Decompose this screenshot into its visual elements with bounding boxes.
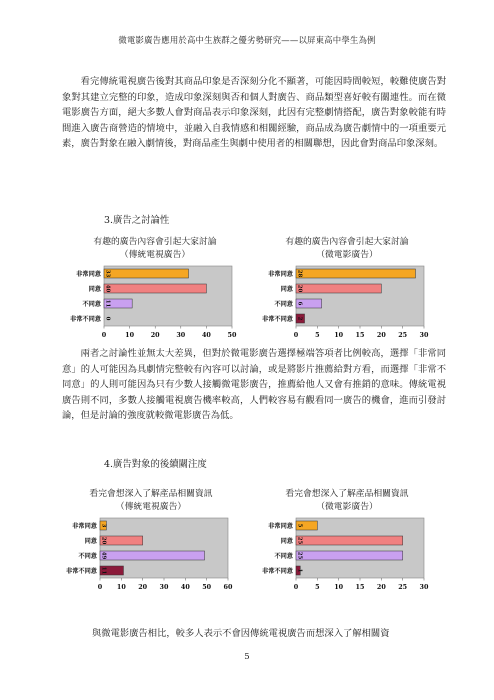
bar bbox=[104, 269, 188, 278]
tick-label: 20 bbox=[138, 583, 148, 591]
bar bbox=[296, 284, 381, 293]
tick-label: 25 bbox=[398, 331, 408, 339]
chart-title-line: 有趣的廣告內容會引起大家討論 bbox=[93, 237, 217, 247]
data-label: 6 bbox=[296, 301, 303, 306]
tick-label: 10 bbox=[116, 583, 126, 591]
chart-subtitle-line: （傳統電視廣告） bbox=[115, 501, 187, 512]
data-label: 5 bbox=[296, 523, 303, 528]
chart-title-line: 看完會想深入了解產品相關資訊 bbox=[285, 489, 409, 499]
tick-label: 0 bbox=[293, 583, 299, 591]
tick-label: 15 bbox=[355, 583, 365, 591]
tick-label: 20 bbox=[376, 331, 386, 339]
category-label: 同意 bbox=[88, 286, 101, 294]
category-label: 非常同意 bbox=[76, 271, 101, 279]
category-label: 非常不同意 bbox=[262, 568, 293, 576]
data-label: 25 bbox=[296, 536, 303, 545]
tick-label: 40 bbox=[201, 331, 211, 339]
data-label: 49 bbox=[100, 551, 107, 560]
section-heading-followup: 4.廣告對象的後續關注度 bbox=[104, 459, 207, 470]
tick-label: 10 bbox=[334, 583, 344, 591]
category-label: 同意 bbox=[280, 538, 293, 546]
data-label: 0 bbox=[104, 316, 111, 321]
category-label: 非常不同意 bbox=[66, 568, 97, 576]
tick-label: 10 bbox=[125, 331, 135, 339]
category-label: 非常不同意 bbox=[262, 316, 293, 324]
category-label: 非常同意 bbox=[268, 271, 293, 279]
tick-label: 50 bbox=[202, 583, 212, 591]
data-label: 3 bbox=[100, 523, 107, 528]
chart-title-line: 有趣的廣告內容會引起大家討論 bbox=[285, 237, 409, 247]
section-heading-discussion: 3.廣告之討論性 bbox=[104, 215, 170, 226]
bar bbox=[296, 551, 403, 560]
chart-subtitle-line: （傳統電視廣告） bbox=[119, 249, 191, 260]
category-label: 非常不同意 bbox=[70, 316, 101, 324]
data-label: 11 bbox=[104, 299, 111, 308]
tick-label: 20 bbox=[150, 331, 160, 339]
data-label: 2 bbox=[296, 316, 303, 321]
category-label: 不同意 bbox=[78, 553, 97, 561]
data-label: 11 bbox=[100, 566, 107, 575]
category-label: 非常同意 bbox=[72, 523, 97, 531]
data-label: 20 bbox=[296, 284, 303, 293]
paragraph-discussion: 兩者之討論性並無太大差異，但對於微電影廣告選擇極端答項者比例較高，選擇「非常同意」的人可能因為具劇情完整較有內容可以討論，或是將影片推薦給對方看，而選擇「非常不同意」的人則可能因為只有少數人接觸微電影廣告，推薦給他人又會有推銷的意味。傳統電視廣告則不同，多數人接觸電視廣告機率較高，人們較容易有觀看同一廣告的機會，進而引發討論，但是討論的強度就較微電影廣告為低。 bbox=[62, 348, 446, 422]
tick-label: 50 bbox=[227, 331, 237, 339]
category-label: 不同意 bbox=[82, 301, 101, 309]
data-label: 20 bbox=[100, 536, 107, 545]
data-label: 25 bbox=[296, 551, 303, 560]
data-label: 33 bbox=[104, 269, 111, 278]
tick-label: 0 bbox=[293, 331, 299, 339]
tick-label: 40 bbox=[180, 583, 190, 591]
page-number: 5 bbox=[244, 652, 250, 662]
tick-label: 5 bbox=[315, 331, 320, 339]
tick-label: 10 bbox=[334, 331, 344, 339]
category-label: 不同意 bbox=[274, 553, 293, 561]
chart-subtitle-line: （微電影廣告） bbox=[316, 249, 378, 260]
chart-title-line: 看完會想深入了解產品相關資訊 bbox=[89, 489, 213, 499]
paragraph-impression: 看完傳統電視廣告後對其商品印象是否深刻分化不顯著，可能因時間較短，較難使廣告對象對其建立完整的印象，造成印象深刻與否和個人對廣告、商品類型喜好較有關連性。而在微電影廣告方面，絕大多數人會對商品表示印象深刻，此因有完整劇情搭配，廣告對象較能有時間進入廣告商營造的情境中，並融入自我情感和相關經驗，商品成為廣告劇情中的一項重要元素，廣告對象在融入劇情後，對商品產生與劇中使用者的相關聯想，因此會對商品印象深刻。 bbox=[62, 76, 446, 150]
category-label: 同意 bbox=[84, 538, 97, 546]
tick-label: 25 bbox=[398, 583, 408, 591]
tick-label: 0 bbox=[101, 331, 107, 339]
bar bbox=[100, 551, 205, 560]
tick-label: 60 bbox=[223, 583, 233, 591]
running-header: 微電影廣告應用於高中生族群之優劣勢研究——以屏東高中學生為例 bbox=[118, 35, 376, 45]
category-label: 非常同意 bbox=[268, 523, 293, 531]
tick-label: 30 bbox=[419, 331, 429, 339]
bar bbox=[104, 284, 206, 293]
tick-label: 30 bbox=[176, 331, 186, 339]
tick-label: 5 bbox=[315, 583, 320, 591]
tick-label: 30 bbox=[419, 583, 429, 591]
tick-label: 15 bbox=[355, 331, 365, 339]
category-label: 同意 bbox=[280, 286, 293, 294]
bar bbox=[296, 269, 415, 278]
chart-subtitle-line: （微電影廣告） bbox=[316, 501, 378, 512]
paragraph-followup-start: 與微電影廣告相比，較多人表示不會因傳統電視廣告而想深入了解相關資 bbox=[92, 628, 390, 639]
tick-label: 30 bbox=[159, 583, 169, 591]
data-label: 40 bbox=[104, 284, 111, 293]
tick-label: 20 bbox=[376, 583, 386, 591]
bar bbox=[296, 536, 403, 545]
category-label: 不同意 bbox=[274, 301, 293, 309]
data-label: 28 bbox=[296, 269, 303, 278]
data-label: 1 bbox=[296, 568, 303, 573]
tick-label: 0 bbox=[97, 583, 103, 591]
